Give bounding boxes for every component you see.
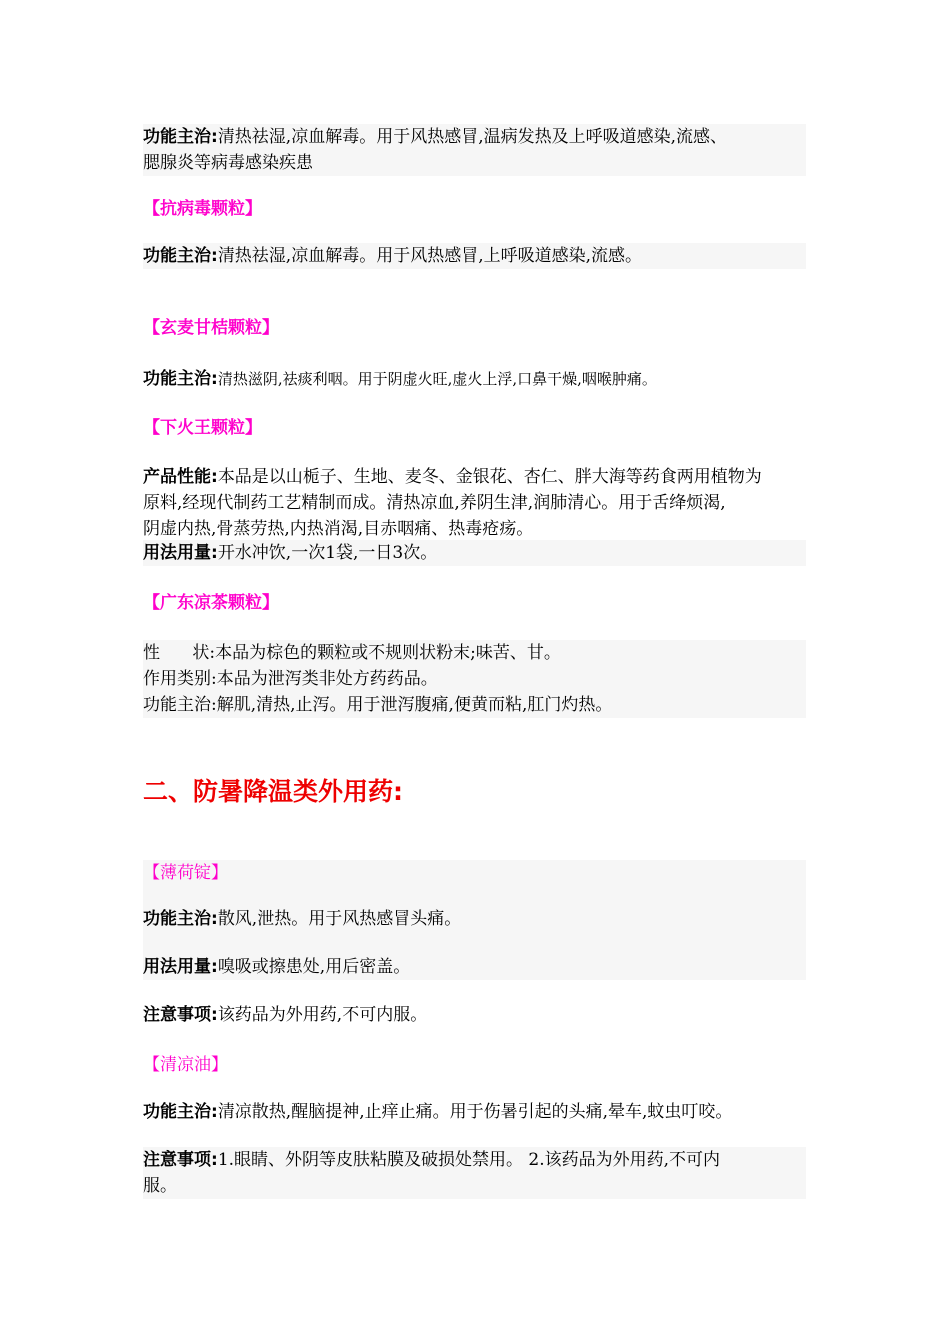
function-indications-paragraph xyxy=(143,366,806,392)
precautions-paragraph xyxy=(143,1147,806,1199)
product-title: 【抗病毒颗粒】 xyxy=(143,199,262,219)
function-indications-paragraph xyxy=(143,1099,806,1125)
field-text: 清热滋阴,祛痰利咽。用于阴虚火旺,虚火上浮,口鼻干燥,咽喉肿痛。 xyxy=(217,370,657,388)
product-title: 【薄荷锭】 xyxy=(143,860,806,886)
field-label: 注意事项: xyxy=(143,1150,218,1170)
field-text: 作用类别:本品为泄泻类非处方药药品。 xyxy=(143,669,438,689)
section-heading: 二、防暑降温类外用药: xyxy=(143,777,403,806)
field-label: 功能主治: xyxy=(143,909,218,929)
product-spec-paragraph xyxy=(143,640,806,718)
product-title: 【玄麦甘桔颗粒】 xyxy=(143,318,279,338)
field-text: 性 状:本品为棕色的颗粒或不规则状粉末;味苦、甘。 xyxy=(143,643,561,663)
field-text: 腮腺炎等病毒感染疾患 xyxy=(143,153,313,173)
field-text: 1.眼睛、外阴等皮肤粘膜及破损处禁用。 2.该药品为外用药,不可内 xyxy=(217,1150,721,1170)
field-text: 嗅吸或擦患处,用后密盖。 xyxy=(217,957,411,977)
product-title: 【清凉油】 xyxy=(143,1055,228,1075)
field-text: 清热祛湿,凉血解毒。用于风热感冒,温病发热及上呼吸道感染,流感、 xyxy=(217,127,728,147)
field-label: 用法用量: xyxy=(143,543,218,563)
field-label: 功能主治: xyxy=(143,369,218,389)
function-indications-paragraph xyxy=(143,243,806,269)
field-label: 产品性能: xyxy=(143,467,218,487)
field-text: 开水冲饮,一次1袋,一日3次。 xyxy=(217,543,438,563)
field-text: 原料,经现代制药工艺精制而成。清热凉血,养阴生津,润肺清心。用于舌绛烦渴, xyxy=(143,493,726,513)
mint-tablet-block xyxy=(143,886,806,980)
field-text: 清热祛湿,凉血解毒。用于风热感冒,上呼吸道感染,流感。 xyxy=(217,246,643,266)
product-title: 【下火王颗粒】 xyxy=(143,418,262,438)
function-indications-paragraph xyxy=(143,124,806,176)
product-performance-paragraph xyxy=(143,464,806,542)
field-label: 功能主治: xyxy=(143,1102,218,1122)
field-text: 阴虚内热,骨蒸劳热,内热消渴,目赤咽痛、热毒疮疡。 xyxy=(143,519,534,539)
field-text: 该药品为外用药,不可内服。 xyxy=(217,1005,428,1025)
field-text: 功能主治:解肌,清热,止泻。用于泄泻腹痛,便黄而粘,肛门灼热。 xyxy=(143,695,613,715)
usage-dosage-paragraph xyxy=(143,540,806,566)
field-label: 功能主治: xyxy=(143,127,218,147)
field-label: 功能主治: xyxy=(143,246,218,266)
field-text: 本品是以山栀子、生地、麦冬、金银花、杏仁、胖大海等药食两用植物为 xyxy=(217,467,762,487)
precautions-paragraph xyxy=(143,1002,806,1028)
field-text: 散风,泄热。用于风热感冒头痛。 xyxy=(217,909,462,929)
product-title: 【广东凉茶颗粒】 xyxy=(143,593,279,613)
field-text: 清凉散热,醒脑提神,止痒止痛。用于伤暑引起的头痛,晕车,蚊虫叮咬。 xyxy=(217,1102,733,1122)
field-text: 服。 xyxy=(143,1176,177,1196)
field-label: 用法用量: xyxy=(143,957,218,977)
field-label: 注意事项: xyxy=(143,1005,218,1025)
